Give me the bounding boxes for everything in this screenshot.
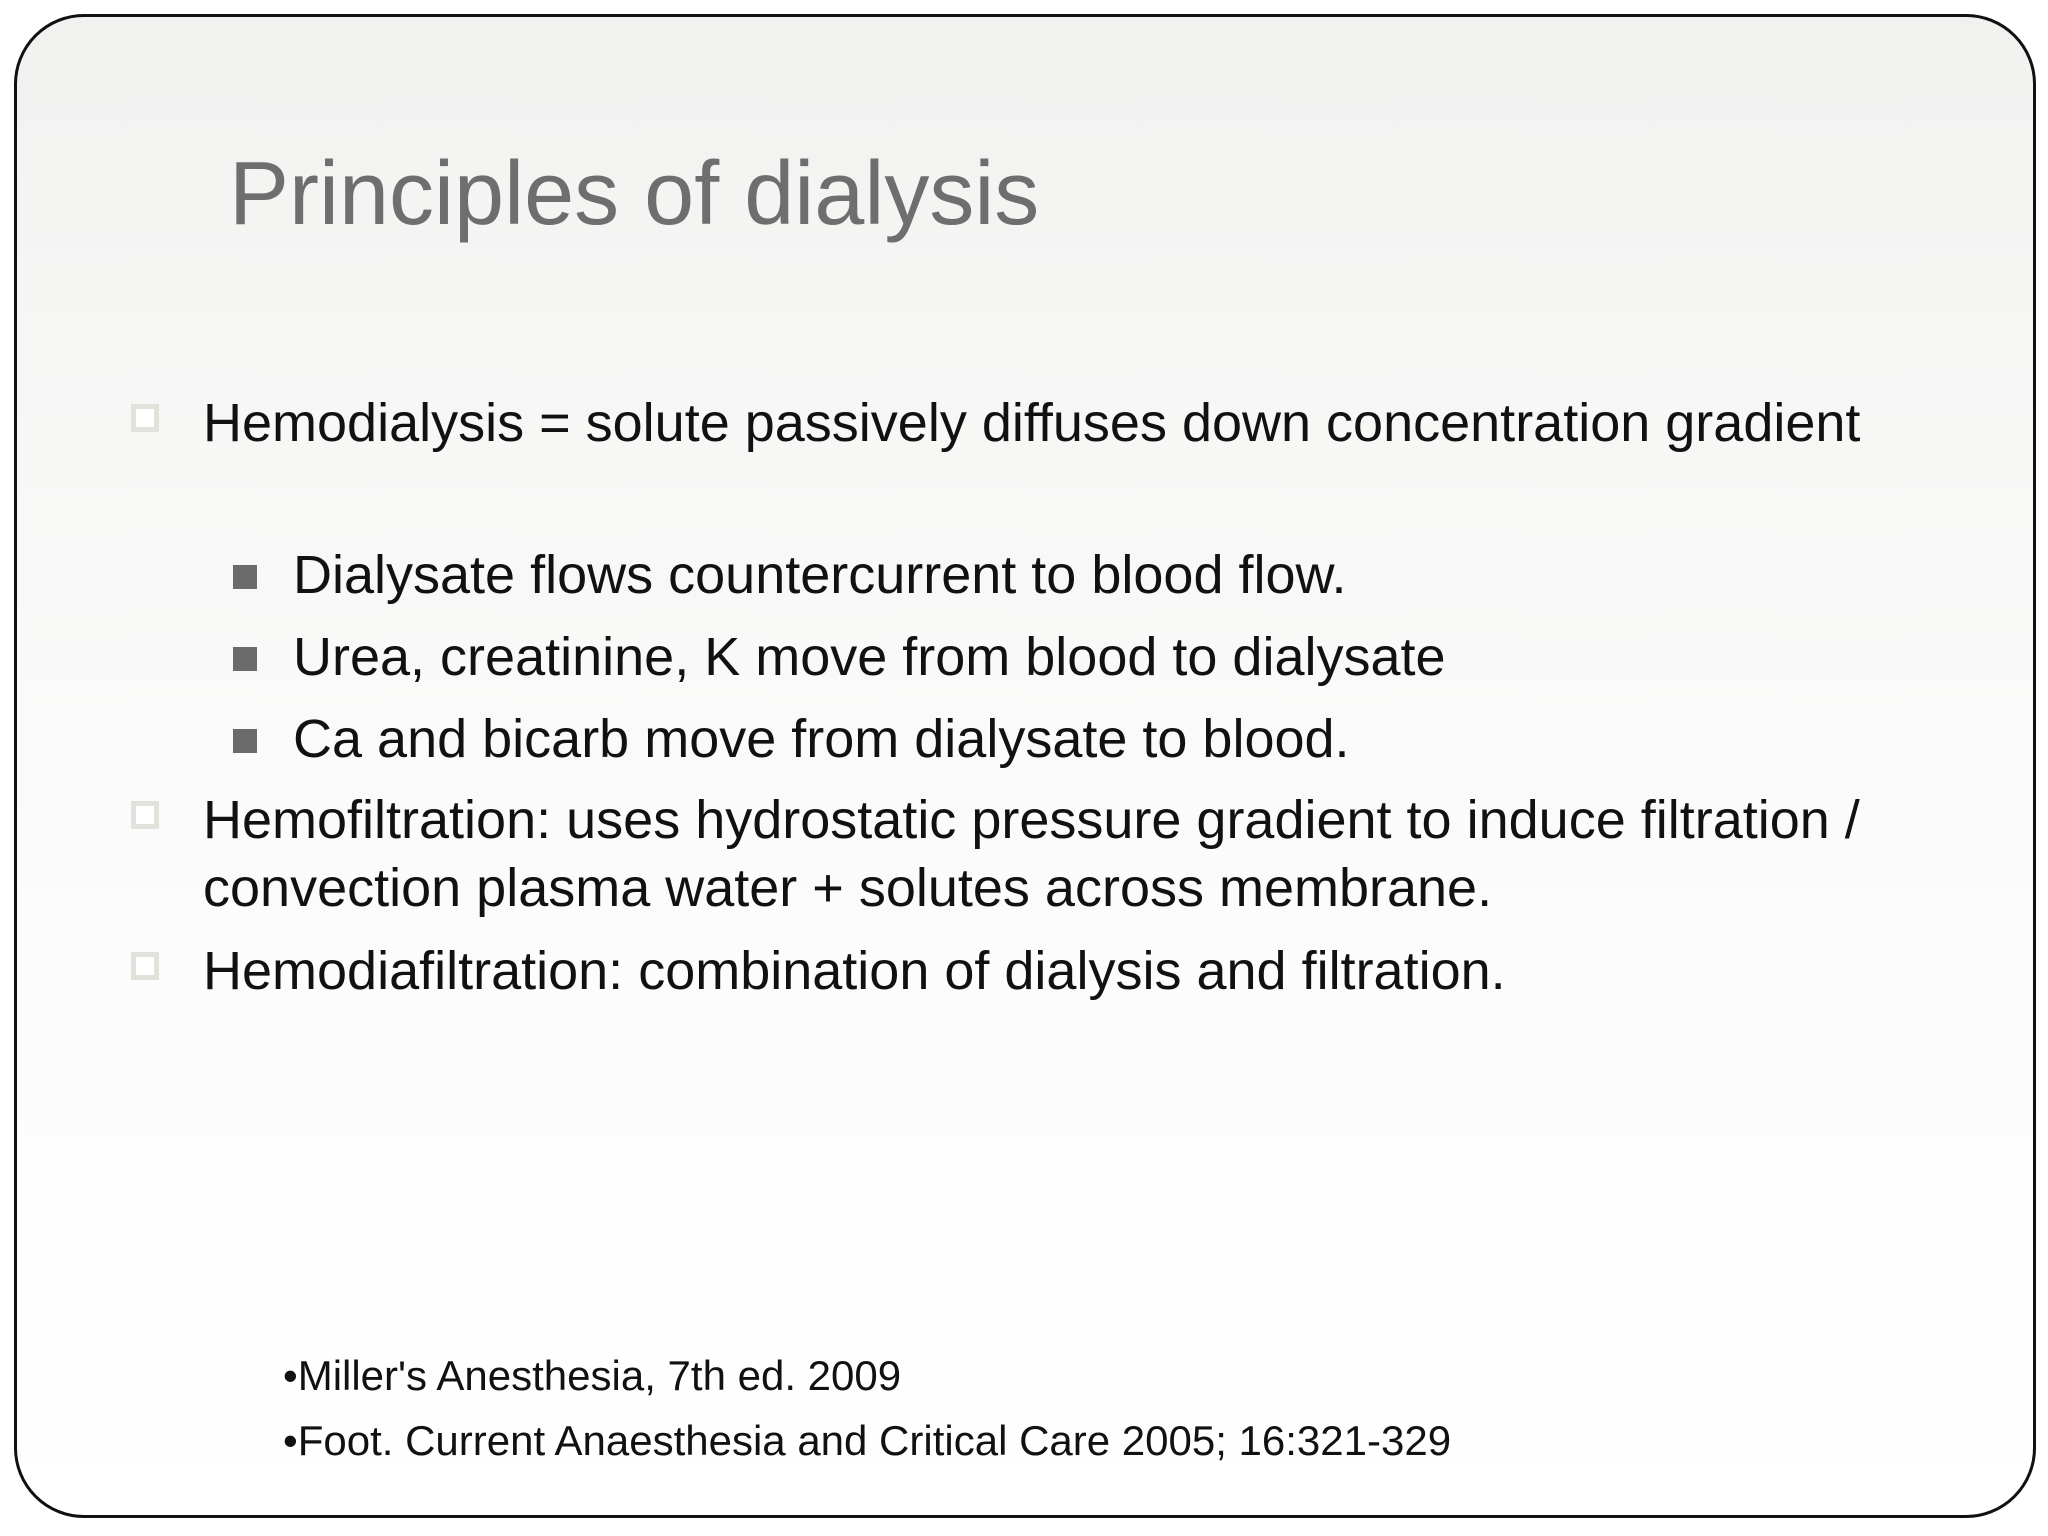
- filled-square-bullet-icon: [233, 565, 257, 589]
- slide: [14, 14, 2036, 1518]
- filled-square-bullet-icon: [233, 729, 257, 753]
- hollow-square-bullet-icon: [131, 801, 159, 829]
- filled-square-bullet-icon: [233, 647, 257, 671]
- reference-foot: •Foot. Current Anaesthesia and Critical Care 2005; 16:321-329: [283, 1417, 1452, 1464]
- sub-bullet-calcium: Ca and bicarb move from dialysate to blood.: [293, 709, 1350, 769]
- bullet-hemofiltration: Hemofiltration: uses hydrostatic pressure gradient to induce filtration / convection plasma water + solutes across membrane.: [203, 790, 1860, 918]
- bullet-hemodialysis: Hemodialysis = solute passively diffuses down concentration gradient: [203, 393, 1861, 453]
- sub-bullet-dialysate-flow: Dialysate flows countercurrent to blood flow.: [293, 545, 1347, 605]
- sub-bullet-urea: Urea, creatinine, K move from blood to dialysate: [293, 627, 1446, 687]
- slide-content: [17, 17, 2033, 1515]
- hollow-square-bullet-icon: [131, 952, 159, 980]
- hollow-square-bullet-icon: [131, 404, 159, 432]
- slide-title: Principles of dialysis: [229, 144, 1040, 244]
- reference-millers: •Miller's Anesthesia, 7th ed. 2009: [283, 1352, 902, 1399]
- bullet-hemodiafiltration: Hemodiafiltration: combination of dialysis and filtration.: [203, 941, 1506, 1001]
